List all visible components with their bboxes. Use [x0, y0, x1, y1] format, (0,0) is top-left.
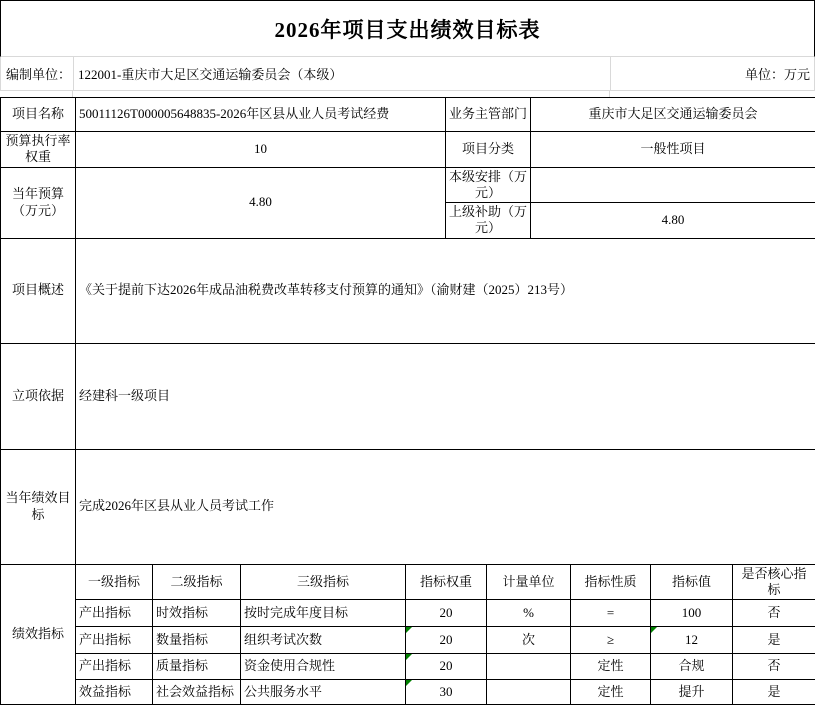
label-dept: 业务主管部门: [446, 98, 531, 132]
label-basis: 立项依据: [1, 343, 76, 449]
cell-nature: ≥: [571, 627, 651, 654]
cell-level3: 按时完成年度目标: [241, 600, 406, 627]
cell-core: 是: [733, 680, 815, 705]
indicator-header-row: [1, 564, 815, 600]
label-own-level: 本级安排（万元）: [446, 167, 531, 203]
value-budget: 4.80: [76, 167, 446, 238]
label-category: 项目分类: [446, 132, 531, 168]
cell-nature: =: [571, 600, 651, 627]
indicator-row: [1, 627, 815, 654]
header-level2: 二级指标: [153, 564, 241, 600]
cell-value: 合规: [651, 654, 733, 680]
main-table: [0, 97, 815, 705]
cell-level1: 产出指标: [76, 654, 153, 680]
meta-currency-unit: 单位：万元: [611, 57, 814, 90]
cell-value-text: 12: [685, 632, 698, 647]
row-overview: [1, 238, 815, 343]
row-basis: [1, 343, 815, 449]
value-subsidy: 4.80: [531, 203, 815, 239]
label-performance-indicators: 绩效指标: [1, 564, 76, 705]
meta-row: [0, 57, 815, 91]
cell-value: 100: [651, 600, 733, 627]
header-nature: 指标性质: [571, 564, 651, 600]
meta-compiling-unit-value: 122001-重庆市大足区交通运输委员会（本级）: [74, 57, 611, 90]
value-exec-weight: 10: [76, 132, 446, 168]
value-project-name: 50011126T000005648835-2026年区县从业人员考试经费: [76, 98, 446, 132]
value-annual-target: 完成2026年区县从业人员考试工作: [76, 449, 815, 564]
cell-flag-icon: [406, 627, 412, 633]
cell-weight: [406, 627, 487, 654]
cell-weight: [406, 654, 487, 680]
value-basis: 经建科一级项目: [76, 343, 815, 449]
cell-core: 是: [733, 627, 815, 654]
header-core: 是否核心指标: [733, 564, 815, 600]
indicator-row: [1, 654, 815, 680]
cell-value: [651, 627, 733, 654]
cell-level3: 资金使用合规性: [241, 654, 406, 680]
cell-core: 否: [733, 600, 815, 627]
row-annual-target: [1, 449, 815, 564]
label-exec-weight: 预算执行率权重: [1, 132, 76, 168]
value-own-level: [531, 167, 815, 203]
cell-weight-text: 30: [440, 684, 453, 699]
row-project-name: [1, 98, 815, 132]
cell-weight-text: 20: [440, 658, 453, 673]
label-budget: 当年预算（万元）: [1, 167, 76, 238]
cell-unit: [487, 680, 571, 705]
cell-unit: 次: [487, 627, 571, 654]
cell-nature: 定性: [571, 680, 651, 705]
cell-level2: 数量指标: [153, 627, 241, 654]
cell-value: 提升: [651, 680, 733, 705]
cell-level3: 组织考试次数: [241, 627, 406, 654]
header-level1: 一级指标: [76, 564, 153, 600]
cell-level1: 效益指标: [76, 680, 153, 705]
header-weight: 指标权重: [406, 564, 487, 600]
cell-level3: 公共服务水平: [241, 680, 406, 705]
title-box: [0, 0, 815, 57]
cell-unit: [487, 654, 571, 680]
cell-level2: 社会效益指标: [153, 680, 241, 705]
meta-compiling-unit-label: 编制单位：: [1, 57, 74, 90]
cell-flag-icon: [406, 680, 412, 686]
cell-weight: [406, 680, 487, 705]
cell-level1: 产出指标: [76, 627, 153, 654]
cell-level1: 产出指标: [76, 600, 153, 627]
indicator-row: [1, 600, 815, 627]
indicator-row: [1, 680, 815, 705]
row-budget-own: [1, 167, 815, 203]
cell-weight: 20: [406, 600, 487, 627]
cell-level2: 质量指标: [153, 654, 241, 680]
cell-level2: 时效指标: [153, 600, 241, 627]
cell-flag-icon: [406, 654, 412, 660]
header-unit: 计量单位: [487, 564, 571, 600]
value-category: 一般性项目: [531, 132, 815, 168]
cell-nature: 定性: [571, 654, 651, 680]
cell-weight-text: 20: [440, 632, 453, 647]
row-exec-weight: [1, 132, 815, 168]
label-annual-target: 当年绩效目标: [1, 449, 76, 564]
page-title: 2026年项目支出绩效目标表: [275, 14, 541, 44]
cell-flag-icon: [651, 627, 657, 633]
cell-unit: %: [487, 600, 571, 627]
header-value: 指标值: [651, 564, 733, 600]
cell-core: 否: [733, 654, 815, 680]
header-level3: 三级指标: [241, 564, 406, 600]
value-dept: 重庆市大足区交通运输委员会: [531, 98, 815, 132]
label-project-name: 项目名称: [1, 98, 76, 132]
value-overview: 《关于提前下达2026年成品油税费改革转移支付预算的通知》（渝财建（2025）213号）: [76, 238, 815, 343]
label-overview: 项目概述: [1, 238, 76, 343]
label-subsidy: 上级补助（万元）: [446, 203, 531, 239]
